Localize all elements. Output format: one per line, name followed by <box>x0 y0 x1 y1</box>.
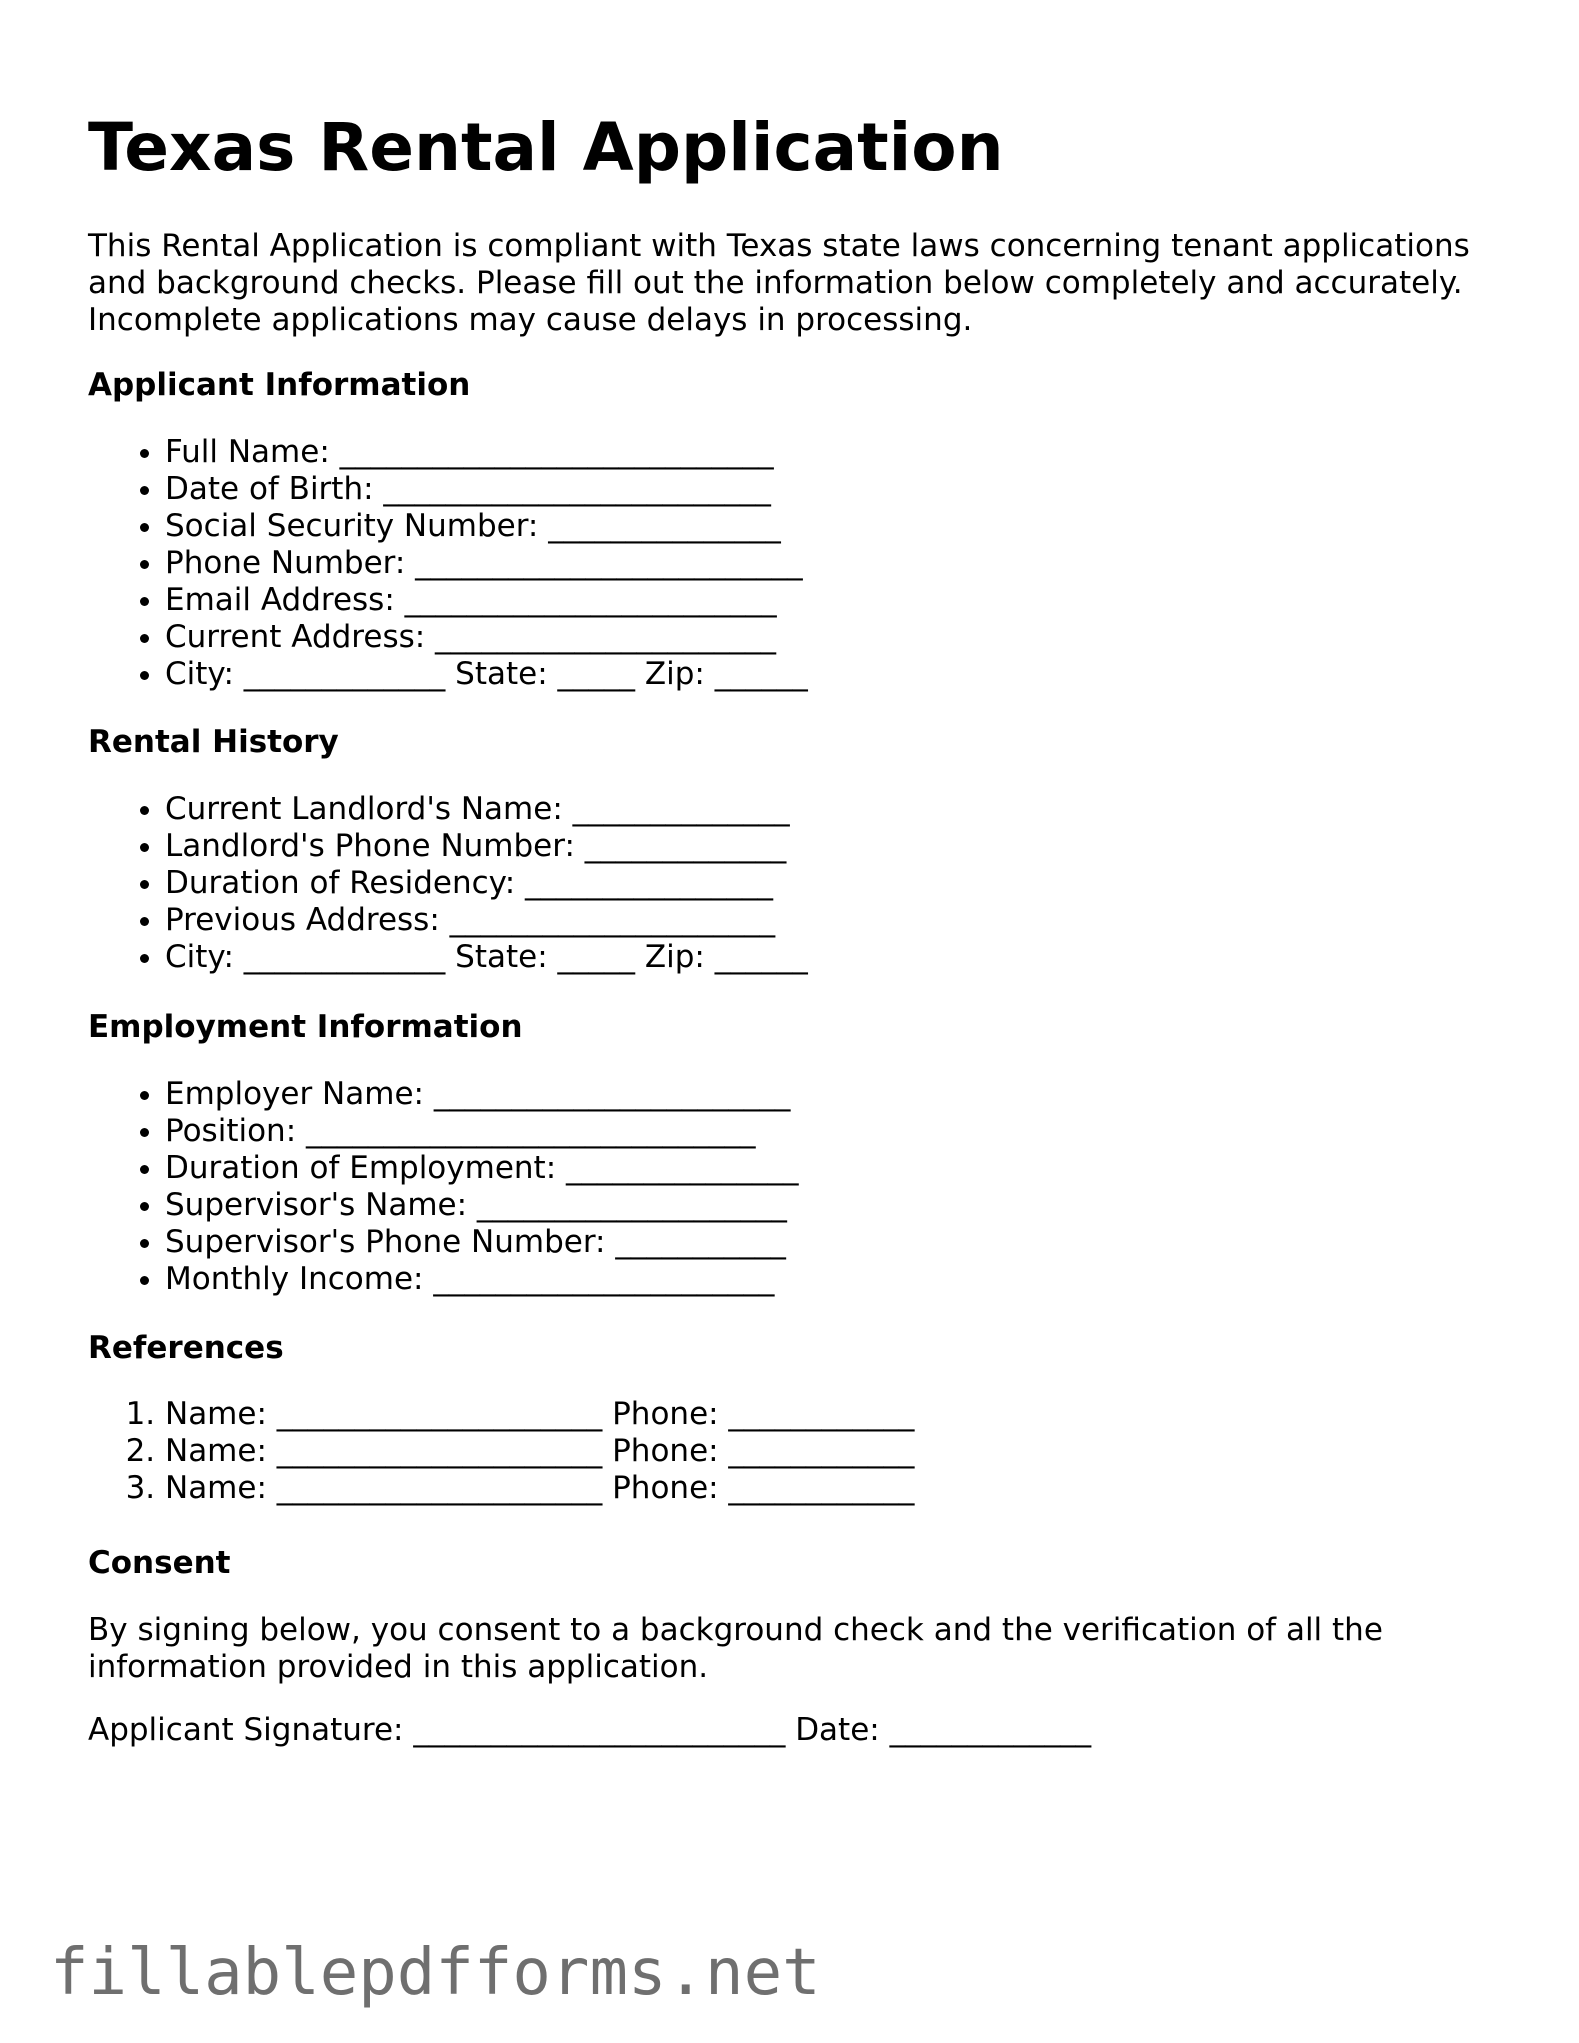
duration-of-residency-field[interactable]: • Duration of Residency: ________________ <box>165 865 808 902</box>
employment-information-list <box>88 1076 799 1298</box>
signature-date-field[interactable]: Applicant Signature: ________________________ Date: _____________ <box>88 1712 1092 1748</box>
applicant-information-list <box>88 434 808 693</box>
consent-paragraph: By signing below, you consent to a background check and the verification of all the information provided in this application. <box>88 1612 1383 1685</box>
watermark-text: fillablepdfforms.net <box>50 1936 821 2010</box>
current-address-field[interactable]: • Current Address: ______________________ <box>165 619 808 656</box>
applicant-information-heading: Applicant Information <box>88 367 471 403</box>
references-list <box>88 1396 914 1507</box>
phone-number-field[interactable]: • Phone Number: _________________________ <box>165 545 808 582</box>
email-address-field[interactable]: • Email Address: ________________________ <box>165 582 808 619</box>
previous-address-field[interactable]: • Previous Address: _____________________ <box>165 902 808 939</box>
reference-3-field[interactable]: 3. Name: _____________________ Phone: ____________ <box>165 1470 914 1507</box>
reference-1-field[interactable]: 1. Name: _____________________ Phone: ____________ <box>165 1396 914 1433</box>
supervisor-phone-field[interactable]: • Supervisor's Phone Number: ___________ <box>165 1224 799 1261</box>
previous-city-state-zip-field[interactable]: • City: _____________ State: _____ Zip: ______ <box>165 939 808 976</box>
landlord-phone-field[interactable]: • Landlord's Phone Number: _____________ <box>165 828 808 865</box>
current-landlord-name-field[interactable]: • Current Landlord's Name: ______________ <box>165 791 808 828</box>
duration-of-employment-field[interactable]: • Duration of Employment: _______________ <box>165 1150 799 1187</box>
reference-2-field[interactable]: 2. Name: _____________________ Phone: ____________ <box>165 1433 914 1470</box>
intro-paragraph: This Rental Application is compliant with Texas state laws concerning tenant applications and background checks. Please fill out the information below completely and accurately. Incomplete applications may cause delays in processing. <box>88 228 1470 338</box>
rental-history-list <box>88 791 808 976</box>
full-name-field[interactable]: • Full Name: ____________________________ <box>165 434 808 471</box>
employment-information-heading: Employment Information <box>88 1009 523 1045</box>
employer-name-field[interactable]: • Employer Name: _______________________ <box>165 1076 799 1113</box>
position-field[interactable]: • Position: _____________________________ <box>165 1113 799 1150</box>
page-title: Texas Rental Application <box>88 109 1004 186</box>
monthly-income-field[interactable]: • Monthly Income: ______________________ <box>165 1261 799 1298</box>
ssn-field[interactable]: • Social Security Number: _______________ <box>165 508 808 545</box>
references-heading: References <box>88 1330 284 1366</box>
supervisor-name-field[interactable]: • Supervisor's Name: ____________________ <box>165 1187 799 1224</box>
city-state-zip-field[interactable]: • City: _____________ State: _____ Zip: ______ <box>165 656 808 693</box>
date-of-birth-field[interactable]: • Date of Birth: _________________________ <box>165 471 808 508</box>
rental-history-heading: Rental History <box>88 724 339 760</box>
consent-heading: Consent <box>88 1545 231 1581</box>
